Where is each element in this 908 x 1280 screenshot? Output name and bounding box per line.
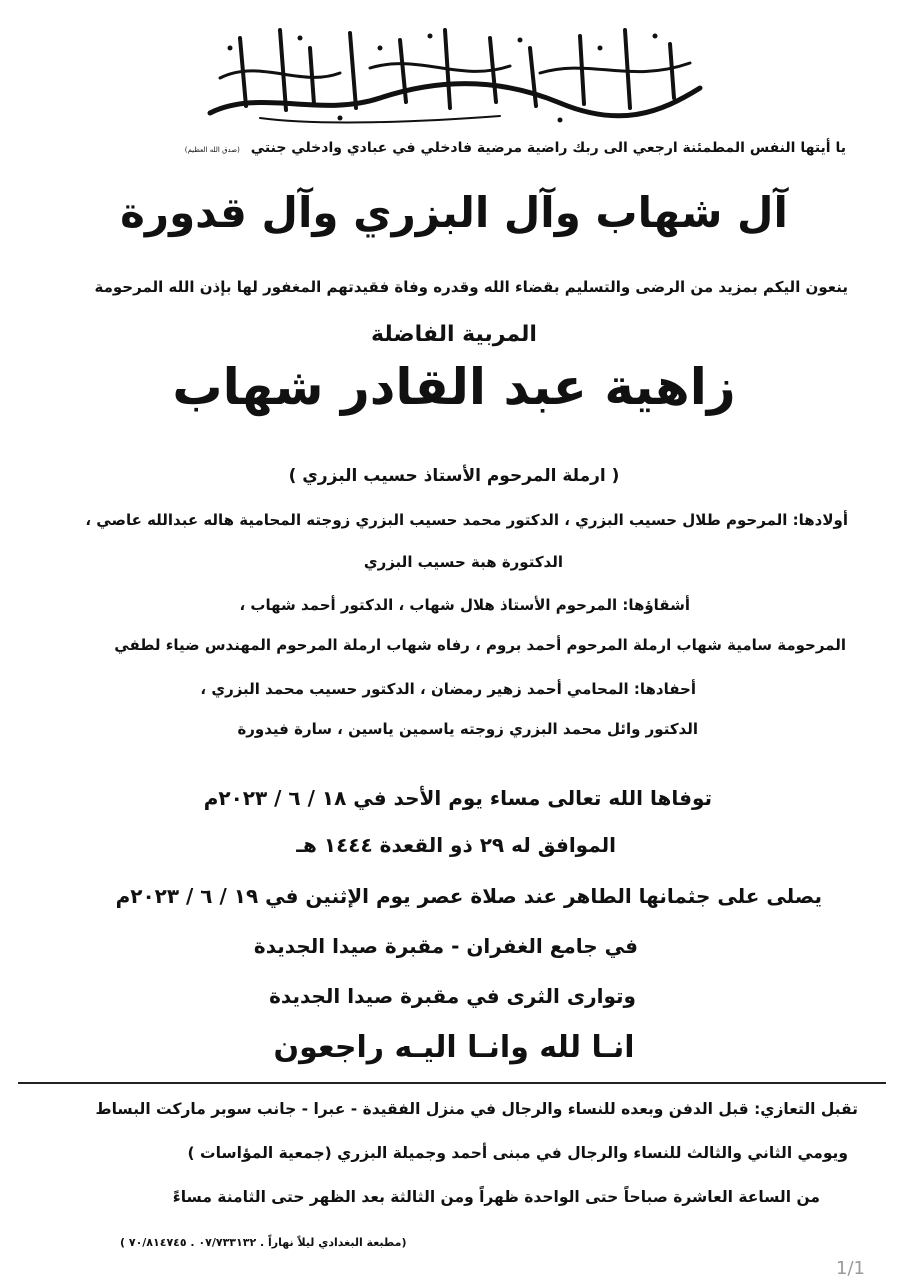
inna-lillah: انـا لله وانـا اليـه راجعون bbox=[273, 1030, 635, 1065]
relatives-line-3: أشقاؤها: المرحوم الأستاذ هلال شهاب ، الدكتور أحمد شهاب ، bbox=[239, 596, 690, 614]
condolences-line-1: تقبل التعازي: قبل الدفن وبعده للنساء والرجال في منزل الفقيدة - عبرا - جانب سوبر ماركت البساط bbox=[95, 1100, 858, 1118]
widow-of-line: ( ارملة المرحوم الأستاذ حسيب البزري ) bbox=[288, 466, 620, 486]
hijri-date: الموافق له ٢٩ ذو القعدة ١٤٤٤ هـ bbox=[296, 833, 616, 857]
burial-place: وتوارى الثرى في مقبرة صيدا الجديدة bbox=[269, 984, 636, 1008]
verse-source: (صدق الله العظيم) bbox=[184, 146, 240, 154]
divider-line bbox=[18, 1082, 886, 1084]
relatives-line-5: أحفادها: المحامي أحمد زهير رمضان ، الدكتور حسيب محمد البزري ، bbox=[200, 680, 696, 698]
calligraphy-header bbox=[200, 18, 710, 128]
condolences-line-2: ويومي الثاني والثالث للنساء والرجال في مبنى أحمد وجميلة البزري (جمعية المؤاسات ) bbox=[187, 1144, 848, 1162]
relatives-line-2: الدكتورة هبة حسيب البزري bbox=[363, 553, 563, 571]
deceased-name: زاهية عبد القادر شهاب bbox=[172, 358, 736, 416]
funeral-prayer: يصلى على جثمانها الطاهر عند صلاة عصر يوم الإثنين في ١٩ / ٦ / ٢٠٢٣م bbox=[115, 884, 822, 908]
deceased-title: المربية الفاضلة bbox=[371, 322, 537, 347]
prayer-mosque: في جامع الغفران - مقبرة صيدا الجديدة bbox=[253, 934, 638, 958]
verse-text: يا أيتها النفس المطمئنة ارجعي الى ربك راضية مرضية فادخلي في عبادي وادخلي جنتي bbox=[250, 140, 846, 156]
death-date: توفاها الله تعالى مساء يوم الأحد في ١٨ / ٦ / ٢٠٢٣م bbox=[203, 786, 712, 810]
families-heading: آل شهاب وآل البزري وآل قدورة bbox=[120, 188, 788, 237]
printer-credit: (مطبعة البغدادي ليلاً نهاراً . ٠٧/٧٣٣١٣٢ . ٧٠/٨١٤٧٤٥ ) bbox=[120, 1236, 407, 1249]
quran-verse bbox=[185, 140, 846, 156]
relatives-line-4: المرحومة سامية شهاب ارملة المرحوم أحمد بروم ، رفاه شهاب ارملة المرحوم المهندس ضياء لطفي bbox=[114, 636, 846, 654]
relatives-line-6: الدكتور وائل محمد البزري زوجته ياسمين ياسين ، سارة فيدورة bbox=[237, 720, 698, 738]
relatives-line-1: أولادها: المرحوم طلال حسيب البزري ، الدكتور محمد حسيب البزري زوجته المحامية هاله عبدالله عاصي ، bbox=[85, 511, 848, 529]
page-counter: 1/1 bbox=[836, 1258, 865, 1279]
condolences-line-3: من الساعة العاشرة صباحاً حتى الواحدة ظهراً ومن الثالثة بعد الظهر حتى الثامنة مساءً bbox=[172, 1188, 820, 1206]
announcement-text: ينعون اليكم بمزيد من الرضى والتسليم بقضاء الله وقدره وفاة فقيدتهم المغفور لها بإذن الله المرحومة bbox=[94, 278, 848, 296]
